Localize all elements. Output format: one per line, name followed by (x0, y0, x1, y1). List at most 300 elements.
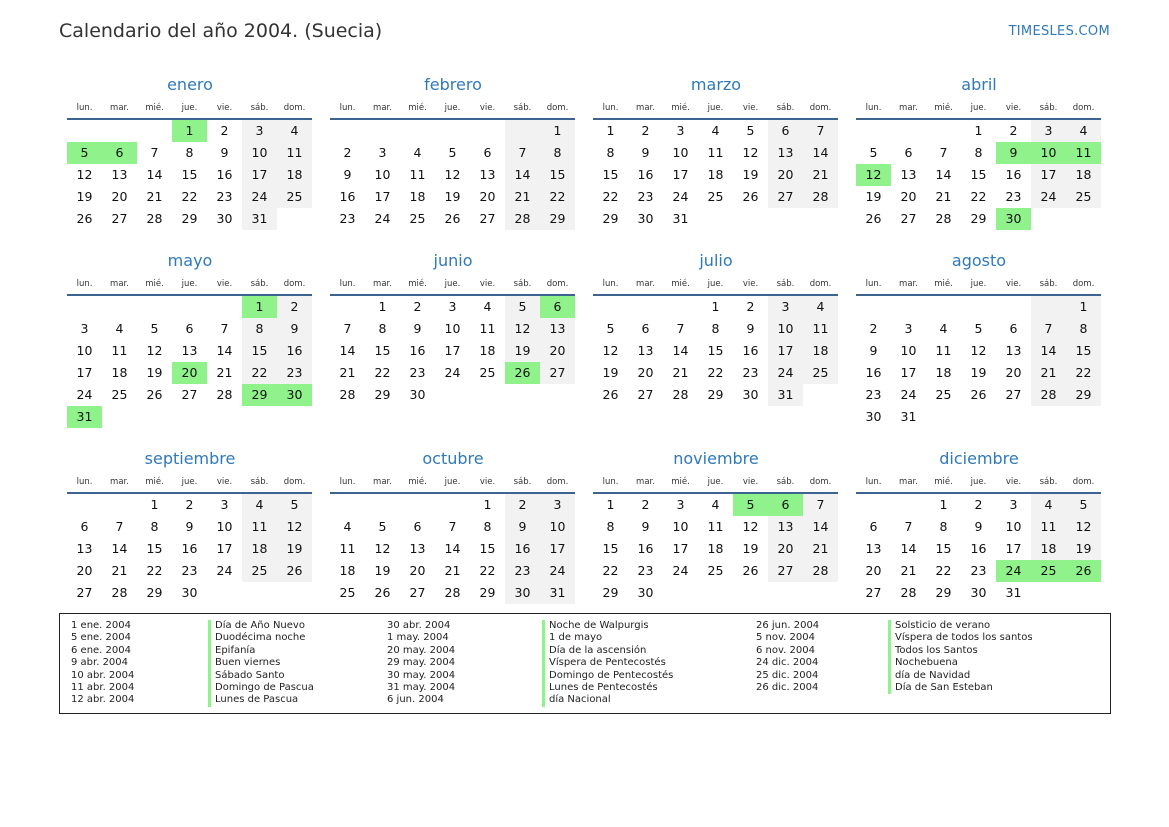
day-cell[interactable]: 11 (339, 541, 356, 556)
day-cell[interactable]: 26 (374, 585, 391, 600)
day-cell[interactable]: 7 (803, 120, 838, 142)
day-cell[interactable]: 6 (413, 519, 422, 534)
day-cell[interactable]: 23 (637, 563, 654, 578)
day-cell[interactable]: 15 (181, 167, 198, 182)
day-cell[interactable]: 1 (150, 497, 159, 512)
day-cell[interactable]: 5 (277, 494, 312, 516)
day-cell[interactable]: 5 (150, 321, 159, 336)
day-cell[interactable]: 9 (974, 519, 983, 534)
day-cell[interactable]: 28 (339, 387, 356, 402)
day-cell[interactable]: 8 (185, 145, 194, 160)
day-cell[interactable]: 12 (602, 343, 619, 358)
day-cell[interactable]: 25 (111, 387, 128, 402)
day-cell[interactable]: 14 (900, 541, 917, 556)
day-cell[interactable]: 29 (1066, 384, 1101, 406)
day-cell[interactable]: 26 (742, 563, 759, 578)
day-cell[interactable]: 20 (637, 365, 654, 380)
day-cell[interactable]: 21 (1031, 362, 1066, 384)
day-cell[interactable]: 28 (672, 387, 689, 402)
day-cell[interactable]: 14 (111, 541, 128, 556)
day-cell[interactable]: 14 (1031, 340, 1066, 362)
day-cell[interactable]: 21 (935, 189, 952, 204)
day-cell[interactable]: 21 (803, 164, 838, 186)
day-cell[interactable]: 29 (602, 211, 619, 226)
day-cell[interactable]: 27 (1005, 387, 1022, 402)
day-cell[interactable]: 30 (637, 211, 654, 226)
day-cell[interactable]: 5 (869, 145, 878, 160)
day-cell[interactable]: 3 (378, 145, 387, 160)
day-cell[interactable]: 5 (1066, 494, 1101, 516)
day-cell[interactable]: 20 (409, 563, 426, 578)
day-cell[interactable]: 3 (448, 299, 457, 314)
day-cell[interactable]: 29 (181, 211, 198, 226)
day-cell[interactable]: 13 (637, 343, 654, 358)
day-cell[interactable]: 11 (277, 142, 312, 164)
day-cell[interactable]: 28 (900, 585, 917, 600)
day-cell[interactable]: 26 (277, 560, 312, 582)
day-cell[interactable]: 11 (409, 167, 426, 182)
day-cell[interactable]: 9 (343, 167, 352, 182)
day-cell[interactable]: 15 (602, 541, 619, 556)
day-cell[interactable]: 15 (970, 167, 987, 182)
day-cell[interactable]: 18 (707, 167, 724, 182)
day-cell[interactable]: 15 (479, 541, 496, 556)
day-cell[interactable]: 3 (80, 321, 89, 336)
day-cell[interactable]: 9 (413, 321, 422, 336)
day-cell[interactable]: 15 (602, 167, 619, 182)
day-cell[interactable]: 10 (374, 167, 391, 182)
day-cell[interactable]: 13 (768, 142, 803, 164)
day-cell[interactable]: 25 (1066, 186, 1101, 208)
day-cell[interactable]: 4 (711, 123, 720, 138)
day-cell[interactable]: 25 (707, 563, 724, 578)
day-cell[interactable]: 28 (803, 560, 838, 582)
day-cell[interactable]: 10 (76, 343, 93, 358)
day-cell[interactable]: 31 (672, 211, 689, 226)
day-cell[interactable]: 8 (378, 321, 387, 336)
day-cell[interactable]: 12 (505, 318, 540, 340)
day-cell[interactable]: 22 (242, 362, 277, 384)
day-cell[interactable]: 19 (146, 365, 163, 380)
day-cell[interactable]: 6 (483, 145, 492, 160)
day-cell[interactable]: 11 (479, 321, 496, 336)
day-cell[interactable]: 7 (1031, 318, 1066, 340)
day-cell[interactable]: 28 (444, 585, 461, 600)
holiday-day-cell[interactable]: 9 (996, 142, 1031, 164)
day-cell[interactable]: 6 (768, 120, 803, 142)
day-cell[interactable]: 26 (444, 211, 461, 226)
day-cell[interactable]: 7 (803, 494, 838, 516)
day-cell[interactable]: 1 (939, 497, 948, 512)
day-cell[interactable]: 17 (768, 340, 803, 362)
day-cell[interactable]: 10 (444, 321, 461, 336)
holiday-day-cell[interactable]: 1 (242, 296, 277, 318)
day-cell[interactable]: 2 (277, 296, 312, 318)
day-cell[interactable]: 16 (637, 541, 654, 556)
day-cell[interactable]: 23 (637, 189, 654, 204)
day-cell[interactable]: 23 (216, 189, 233, 204)
holiday-day-cell[interactable]: 6 (540, 296, 575, 318)
day-cell[interactable]: 20 (540, 340, 575, 362)
day-cell[interactable]: 22 (602, 189, 619, 204)
day-cell[interactable]: 27 (76, 585, 93, 600)
day-cell[interactable]: 7 (150, 145, 159, 160)
day-cell[interactable]: 19 (865, 189, 882, 204)
day-cell[interactable]: 30 (637, 585, 654, 600)
day-cell[interactable]: 31 (242, 208, 277, 230)
day-cell[interactable]: 20 (865, 563, 882, 578)
day-cell[interactable]: 17 (672, 541, 689, 556)
day-cell[interactable]: 19 (76, 189, 93, 204)
day-cell[interactable]: 27 (900, 211, 917, 226)
day-cell[interactable]: 25 (242, 560, 277, 582)
day-cell[interactable]: 27 (479, 211, 496, 226)
day-cell[interactable]: 17 (1031, 164, 1066, 186)
day-cell[interactable]: 17 (374, 189, 391, 204)
day-cell[interactable]: 7 (505, 142, 540, 164)
day-cell[interactable]: 9 (505, 516, 540, 538)
day-cell[interactable]: 1 (606, 123, 615, 138)
day-cell[interactable]: 8 (974, 145, 983, 160)
day-cell[interactable]: 10 (242, 142, 277, 164)
day-cell[interactable]: 11 (111, 343, 128, 358)
day-cell[interactable]: 13 (111, 167, 128, 182)
day-cell[interactable]: 9 (641, 519, 650, 534)
day-cell[interactable]: 15 (935, 541, 952, 556)
day-cell[interactable]: 14 (444, 541, 461, 556)
day-cell[interactable]: 18 (277, 164, 312, 186)
day-cell[interactable]: 4 (1031, 494, 1066, 516)
day-cell[interactable]: 12 (1066, 516, 1101, 538)
day-cell[interactable]: 22 (181, 189, 198, 204)
day-cell[interactable]: 22 (146, 563, 163, 578)
day-cell[interactable]: 9 (185, 519, 194, 534)
day-cell[interactable]: 6 (80, 519, 89, 534)
holiday-day-cell[interactable]: 20 (172, 362, 207, 384)
day-cell[interactable]: 15 (146, 541, 163, 556)
day-cell[interactable]: 18 (1031, 538, 1066, 560)
day-cell[interactable]: 21 (803, 538, 838, 560)
holiday-day-cell[interactable]: 30 (996, 208, 1031, 230)
day-cell[interactable]: 27 (111, 211, 128, 226)
day-cell[interactable]: 16 (181, 541, 198, 556)
day-cell[interactable]: 13 (865, 541, 882, 556)
day-cell[interactable]: 29 (935, 585, 952, 600)
day-cell[interactable]: 23 (865, 387, 882, 402)
day-cell[interactable]: 30 (409, 387, 426, 402)
day-cell[interactable]: 4 (115, 321, 124, 336)
day-cell[interactable]: 6 (904, 145, 913, 160)
day-cell[interactable]: 29 (602, 585, 619, 600)
day-cell[interactable]: 9 (869, 343, 878, 358)
day-cell[interactable]: 12 (742, 145, 759, 160)
day-cell[interactable]: 18 (242, 538, 277, 560)
day-cell[interactable]: 8 (606, 519, 615, 534)
day-cell[interactable]: 13 (768, 516, 803, 538)
day-cell[interactable]: 16 (409, 343, 426, 358)
day-cell[interactable]: 28 (935, 211, 952, 226)
day-cell[interactable]: 25 (707, 189, 724, 204)
day-cell[interactable]: 21 (672, 365, 689, 380)
day-cell[interactable]: 25 (339, 585, 356, 600)
day-cell[interactable]: 16 (637, 167, 654, 182)
day-cell[interactable]: 23 (742, 365, 759, 380)
day-cell[interactable]: 28 (146, 211, 163, 226)
day-cell[interactable]: 7 (115, 519, 124, 534)
day-cell[interactable]: 9 (641, 145, 650, 160)
day-cell[interactable]: 27 (637, 387, 654, 402)
day-cell[interactable]: 3 (904, 321, 913, 336)
day-cell[interactable]: 22 (479, 563, 496, 578)
day-cell[interactable]: 3 (1031, 120, 1066, 142)
day-cell[interactable]: 6 (1009, 321, 1018, 336)
day-cell[interactable]: 15 (242, 340, 277, 362)
day-cell[interactable]: 19 (444, 189, 461, 204)
day-cell[interactable]: 13 (479, 167, 496, 182)
day-cell[interactable]: 8 (242, 318, 277, 340)
day-cell[interactable]: 2 (185, 497, 194, 512)
holiday-day-cell[interactable]: 6 (768, 494, 803, 516)
day-cell[interactable]: 29 (707, 387, 724, 402)
day-cell[interactable]: 7 (939, 145, 948, 160)
day-cell[interactable]: 5 (746, 123, 755, 138)
day-cell[interactable]: 13 (900, 167, 917, 182)
day-cell[interactable]: 2 (343, 145, 352, 160)
day-cell[interactable]: 22 (970, 189, 987, 204)
day-cell[interactable]: 31 (768, 384, 803, 406)
day-cell[interactable]: 18 (707, 541, 724, 556)
day-cell[interactable]: 30 (970, 585, 987, 600)
day-cell[interactable]: 21 (900, 563, 917, 578)
day-cell[interactable]: 10 (768, 318, 803, 340)
day-cell[interactable]: 28 (803, 186, 838, 208)
day-cell[interactable]: 17 (216, 541, 233, 556)
day-cell[interactable]: 4 (277, 120, 312, 142)
day-cell[interactable]: 7 (676, 321, 685, 336)
day-cell[interactable]: 9 (746, 321, 755, 336)
day-cell[interactable]: 1 (483, 497, 492, 512)
day-cell[interactable]: 1 (606, 497, 615, 512)
day-cell[interactable]: 14 (146, 167, 163, 182)
day-cell[interactable]: 22 (935, 563, 952, 578)
holiday-day-cell[interactable]: 25 (1031, 560, 1066, 582)
day-cell[interactable]: 10 (672, 145, 689, 160)
day-cell[interactable]: 19 (1066, 538, 1101, 560)
day-cell[interactable]: 3 (676, 123, 685, 138)
day-cell[interactable]: 3 (768, 296, 803, 318)
day-cell[interactable]: 18 (935, 365, 952, 380)
day-cell[interactable]: 20 (1005, 365, 1022, 380)
day-cell[interactable]: 4 (939, 321, 948, 336)
day-cell[interactable]: 2 (505, 494, 540, 516)
day-cell[interactable]: 20 (76, 563, 93, 578)
day-cell[interactable]: 29 (479, 585, 496, 600)
day-cell[interactable]: 21 (444, 563, 461, 578)
day-cell[interactable]: 27 (409, 585, 426, 600)
day-cell[interactable]: 4 (1066, 120, 1101, 142)
day-cell[interactable]: 22 (540, 186, 575, 208)
day-cell[interactable]: 14 (803, 142, 838, 164)
day-cell[interactable]: 3 (220, 497, 229, 512)
day-cell[interactable]: 19 (970, 365, 987, 380)
day-cell[interactable]: 14 (935, 167, 952, 182)
day-cell[interactable]: 29 (146, 585, 163, 600)
holiday-day-cell[interactable]: 31 (67, 406, 102, 428)
day-cell[interactable]: 31 (900, 409, 917, 424)
day-cell[interactable]: 25 (409, 211, 426, 226)
day-cell[interactable]: 13 (181, 343, 198, 358)
day-cell[interactable]: 2 (641, 123, 650, 138)
day-cell[interactable]: 14 (803, 516, 838, 538)
day-cell[interactable]: 24 (672, 189, 689, 204)
day-cell[interactable]: 2 (641, 497, 650, 512)
holiday-day-cell[interactable]: 26 (1066, 560, 1101, 582)
day-cell[interactable]: 20 (111, 189, 128, 204)
holiday-day-cell[interactable]: 6 (102, 142, 137, 164)
day-cell[interactable]: 16 (970, 541, 987, 556)
holiday-day-cell[interactable]: 24 (996, 560, 1031, 582)
day-cell[interactable]: 15 (374, 343, 391, 358)
day-cell[interactable]: 2 (1009, 123, 1018, 138)
day-cell[interactable]: 8 (711, 321, 720, 336)
day-cell[interactable]: 18 (479, 343, 496, 358)
day-cell[interactable]: 2 (746, 299, 755, 314)
day-cell[interactable]: 19 (742, 167, 759, 182)
day-cell[interactable]: 11 (707, 145, 724, 160)
day-cell[interactable]: 20 (900, 189, 917, 204)
day-cell[interactable]: 22 (374, 365, 391, 380)
day-cell[interactable]: 23 (505, 560, 540, 582)
day-cell[interactable]: 24 (540, 560, 575, 582)
day-cell[interactable]: 17 (1005, 541, 1022, 556)
day-cell[interactable]: 8 (483, 519, 492, 534)
day-cell[interactable]: 29 (374, 387, 391, 402)
day-cell[interactable]: 25 (935, 387, 952, 402)
day-cell[interactable]: 13 (76, 541, 93, 556)
day-cell[interactable]: 23 (1005, 189, 1022, 204)
day-cell[interactable]: 13 (540, 318, 575, 340)
day-cell[interactable]: 2 (974, 497, 983, 512)
day-cell[interactable]: 18 (1066, 164, 1101, 186)
day-cell[interactable]: 25 (479, 365, 496, 380)
day-cell[interactable]: 13 (409, 541, 426, 556)
day-cell[interactable]: 28 (505, 208, 540, 230)
day-cell[interactable]: 27 (540, 362, 575, 384)
day-cell[interactable]: 17 (76, 365, 93, 380)
day-cell[interactable]: 1 (378, 299, 387, 314)
day-cell[interactable]: 27 (181, 387, 198, 402)
day-cell[interactable]: 8 (939, 519, 948, 534)
day-cell[interactable]: 24 (900, 387, 917, 402)
holiday-day-cell[interactable]: 30 (277, 384, 312, 406)
day-cell[interactable]: 1 (974, 123, 983, 138)
day-cell[interactable]: 22 (707, 365, 724, 380)
day-cell[interactable]: 17 (540, 538, 575, 560)
day-cell[interactable]: 18 (409, 189, 426, 204)
day-cell[interactable]: 6 (185, 321, 194, 336)
day-cell[interactable]: 30 (865, 409, 882, 424)
day-cell[interactable]: 19 (742, 541, 759, 556)
day-cell[interactable]: 5 (378, 519, 387, 534)
day-cell[interactable]: 10 (900, 343, 917, 358)
day-cell[interactable]: 21 (505, 186, 540, 208)
day-cell[interactable]: 5 (606, 321, 615, 336)
day-cell[interactable]: 24 (374, 211, 391, 226)
day-cell[interactable]: 24 (242, 186, 277, 208)
holiday-day-cell[interactable]: 1 (172, 120, 207, 142)
day-cell[interactable]: 11 (242, 516, 277, 538)
day-cell[interactable]: 17 (444, 343, 461, 358)
day-cell[interactable]: 26 (76, 211, 93, 226)
day-cell[interactable]: 23 (277, 362, 312, 384)
day-cell[interactable]: 8 (1066, 318, 1101, 340)
day-cell[interactable]: 1 (1066, 296, 1101, 318)
day-cell[interactable]: 19 (602, 365, 619, 380)
day-cell[interactable]: 8 (606, 145, 615, 160)
day-cell[interactable]: 16 (742, 343, 759, 358)
day-cell[interactable]: 23 (339, 211, 356, 226)
day-cell[interactable]: 11 (707, 519, 724, 534)
day-cell[interactable]: 10 (672, 519, 689, 534)
day-cell[interactable]: 26 (146, 387, 163, 402)
day-cell[interactable]: 25 (277, 186, 312, 208)
day-cell[interactable]: 12 (76, 167, 93, 182)
day-cell[interactable]: 26 (602, 387, 619, 402)
day-cell[interactable]: 5 (448, 145, 457, 160)
day-cell[interactable]: 11 (803, 318, 838, 340)
day-cell[interactable]: 23 (970, 563, 987, 578)
day-cell[interactable]: 28 (111, 585, 128, 600)
holiday-day-cell[interactable]: 26 (505, 362, 540, 384)
day-cell[interactable]: 6 (641, 321, 650, 336)
day-cell[interactable]: 3 (242, 120, 277, 142)
day-cell[interactable]: 4 (413, 145, 422, 160)
day-cell[interactable]: 17 (672, 167, 689, 182)
day-cell[interactable]: 20 (768, 164, 803, 186)
day-cell[interactable]: 27 (768, 186, 803, 208)
day-cell[interactable]: 10 (540, 516, 575, 538)
day-cell[interactable]: 17 (900, 365, 917, 380)
day-cell[interactable]: 4 (343, 519, 352, 534)
day-cell[interactable]: 20 (768, 538, 803, 560)
day-cell[interactable]: 7 (220, 321, 229, 336)
holiday-day-cell[interactable]: 10 (1031, 142, 1066, 164)
day-cell[interactable]: 26 (970, 387, 987, 402)
day-cell[interactable]: 22 (1066, 362, 1101, 384)
day-cell[interactable]: 11 (935, 343, 952, 358)
day-cell[interactable]: 22 (602, 563, 619, 578)
day-cell[interactable]: 23 (181, 563, 198, 578)
day-cell[interactable]: 21 (216, 365, 233, 380)
day-cell[interactable]: 4 (711, 497, 720, 512)
holiday-day-cell[interactable]: 5 (67, 142, 102, 164)
day-cell[interactable]: 18 (803, 340, 838, 362)
day-cell[interactable]: 7 (343, 321, 352, 336)
day-cell[interactable]: 24 (76, 387, 93, 402)
day-cell[interactable]: 11 (1031, 516, 1066, 538)
day-cell[interactable]: 28 (216, 387, 233, 402)
day-cell[interactable]: 12 (277, 516, 312, 538)
day-cell[interactable]: 15 (540, 164, 575, 186)
day-cell[interactable]: 4 (803, 296, 838, 318)
day-cell[interactable]: 24 (444, 365, 461, 380)
day-cell[interactable]: 12 (970, 343, 987, 358)
holiday-day-cell[interactable]: 5 (733, 494, 768, 516)
day-cell[interactable]: 31 (1005, 585, 1022, 600)
day-cell[interactable]: 19 (374, 563, 391, 578)
day-cell[interactable]: 30 (742, 387, 759, 402)
day-cell[interactable]: 27 (768, 560, 803, 582)
